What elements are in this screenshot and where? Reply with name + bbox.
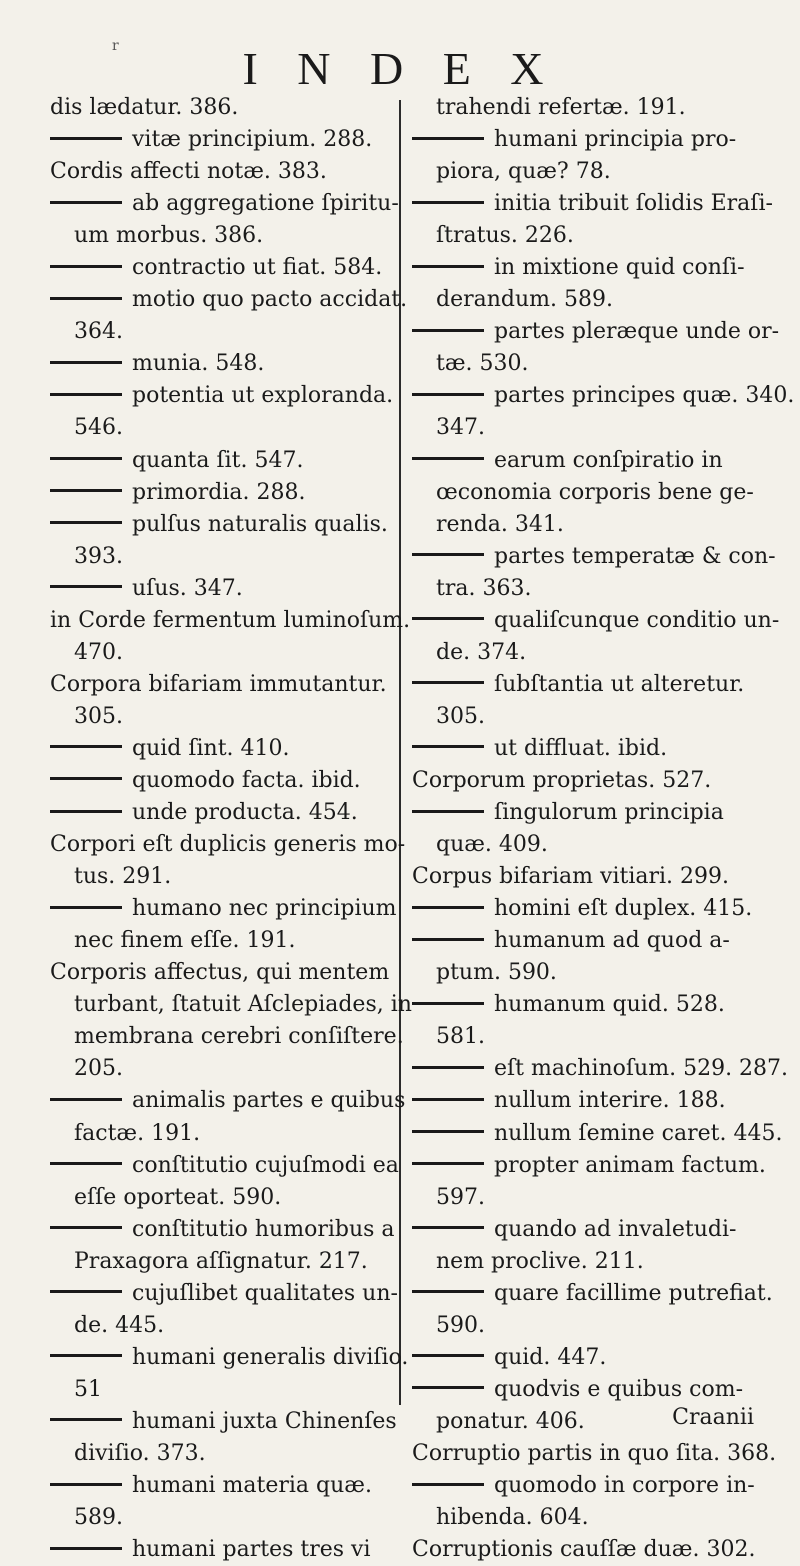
repeat-dash: [50, 137, 122, 140]
index-entry-text: humanum quid. 528.: [494, 992, 725, 1018]
index-entry-text: earum conſpiratio in: [494, 447, 723, 473]
repeat-dash: [50, 1098, 122, 1101]
index-entry: [50, 1246, 396, 1278]
index-entry: [50, 701, 396, 733]
index-entry: [412, 765, 758, 797]
index-entry: [412, 380, 795, 412]
repeat-dash: [50, 1162, 122, 1165]
index-entry: [50, 1342, 409, 1374]
index-entry: [50, 1470, 396, 1502]
corner-mark: r: [112, 38, 119, 54]
index-entry-text: humano nec principium: [132, 896, 397, 922]
repeat-dash: [50, 1226, 122, 1229]
index-entry-text: œconomia corporis bene ge-: [436, 479, 754, 505]
index-entry-text: Corpus bifariam vitiari. 299.: [412, 864, 730, 890]
index-entry: [412, 1470, 758, 1502]
repeat-dash: [412, 265, 484, 268]
index-entry-text: Corruptio partis in quo ſita. 368.: [412, 1440, 777, 1466]
index-entry: [50, 1182, 396, 1214]
index-entry-text: munia. 548.: [132, 351, 265, 377]
index-entry: [50, 1118, 396, 1150]
index-entry-text: conſtitutio cujuſmodi ea: [132, 1152, 399, 1178]
index-entry-text: Corpora bifariam immutantur.: [50, 671, 387, 697]
repeat-dash: [50, 777, 122, 780]
index-entry: [50, 1278, 396, 1310]
index-entry: [412, 861, 758, 893]
index-entry-text: Corporum proprietas. 527.: [412, 767, 712, 793]
index-entry-text: humani juxta Chinenſes: [132, 1408, 397, 1434]
index-entry-text: propter animam factum.: [494, 1152, 766, 1178]
index-entry-text: 51: [74, 1376, 102, 1402]
repeat-dash: [412, 1098, 484, 1101]
repeat-dash: [412, 1386, 484, 1389]
index-entry-text: conſtitutio humoribus a: [132, 1216, 395, 1242]
index-entry-text: humani generalis diviſio.: [132, 1344, 409, 1370]
repeat-dash: [412, 137, 484, 140]
index-entry: [50, 669, 396, 701]
index-entry: [50, 1150, 399, 1182]
index-entry-text: uſus. 347.: [132, 575, 243, 601]
repeat-dash: [50, 1290, 122, 1293]
index-entry: [50, 220, 396, 252]
index-entry-text: primordia. 288.: [132, 479, 306, 505]
index-entry-text: in Corde fermentum luminoſum.: [50, 607, 411, 633]
index-entry: [412, 252, 758, 284]
index-entry: [412, 1021, 758, 1053]
index-entry-text: 393.: [74, 543, 123, 569]
repeat-dash: [50, 1547, 122, 1550]
repeat-dash: [412, 1226, 484, 1229]
right-column: [412, 92, 795, 1566]
index-entry-text: Corruptionis cauſſæ duæ. 302.: [412, 1537, 756, 1563]
repeat-dash: [412, 1483, 484, 1486]
index-entry: [50, 188, 399, 220]
index-entry: [50, 252, 396, 284]
index-entry-text: quæ. 409.: [436, 832, 548, 858]
index-entry-text: 589.: [74, 1505, 123, 1531]
index-entry-text: 546.: [74, 415, 123, 441]
index-entry-text: Cordis affecti notæ. 383.: [50, 159, 327, 185]
index-entry: [50, 92, 396, 124]
repeat-dash: [50, 201, 122, 204]
index-entry: [50, 605, 411, 637]
repeat-dash: [412, 1002, 484, 1005]
index-entry-text: partes pleræque unde or-: [494, 319, 780, 345]
repeat-dash: [412, 1290, 484, 1293]
repeat-dash: [412, 393, 484, 396]
index-entry: [412, 1534, 758, 1566]
index-entry: [412, 1310, 758, 1342]
repeat-dash: [412, 1130, 484, 1133]
index-entry: [412, 1278, 773, 1310]
index-entry-text: quanta ſit. 547.: [132, 447, 304, 473]
repeat-dash: [50, 1418, 122, 1421]
index-entry: [412, 925, 758, 957]
index-entry: [412, 284, 758, 316]
index-entry: [50, 380, 396, 412]
index-entry-text: derandum. 589.: [436, 287, 613, 313]
index-entry-text: nullum interire. 188.: [494, 1088, 726, 1114]
index-entry-text: tæ. 530.: [436, 351, 529, 377]
index-entry-text: eſſe oporteat. 590.: [74, 1184, 282, 1210]
index-entry: [412, 829, 758, 861]
repeat-dash: [412, 1354, 484, 1357]
index-entry-text: contractio ut fiat. 584.: [132, 255, 383, 281]
index-entry-text: vitæ principium. 288.: [132, 127, 373, 153]
index-entry: [412, 156, 758, 188]
index-entry: [50, 1374, 396, 1406]
repeat-dash: [412, 1066, 484, 1069]
repeat-dash: [412, 553, 484, 556]
index-entry-text: motio quo pacto accidat.: [132, 287, 408, 313]
index-entry-text: humani principia pro-: [494, 127, 737, 153]
index-entry: [50, 124, 396, 156]
repeat-dash: [50, 265, 122, 268]
index-entry-text: hibenda. 604.: [436, 1505, 589, 1531]
index-entry-text: eſt machinoſum. 529. 287.: [494, 1056, 789, 1082]
repeat-dash: [412, 681, 484, 684]
index-entry: [50, 284, 408, 316]
index-entry: [50, 893, 396, 925]
index-entry: [50, 1310, 396, 1342]
repeat-dash: [50, 489, 122, 492]
index-entry: [412, 316, 780, 348]
index-entry-text: qualiſcunque conditio un-: [494, 607, 780, 633]
index-entry: [50, 509, 396, 541]
index-entry: [50, 957, 396, 989]
repeat-dash: [50, 361, 122, 364]
index-entry: [412, 893, 758, 925]
index-entry-text: quodvis e quibus com-: [494, 1376, 744, 1402]
index-entry-text: quomodo in corpore in-: [494, 1473, 755, 1499]
index-entry: [412, 701, 758, 733]
index-entry: [50, 541, 396, 573]
index-entry-text: de. 445.: [74, 1312, 165, 1338]
repeat-dash: [412, 457, 484, 460]
index-entry-text: factæ. 191.: [74, 1120, 201, 1146]
index-entry-text: 364.: [74, 319, 123, 345]
index-entry: [412, 220, 758, 252]
index-entry-text: renda. 341.: [436, 511, 564, 537]
index-entry-text: ab aggregatione ſpiritu-: [132, 191, 399, 217]
index-entry-text: tra. 363.: [436, 575, 532, 601]
index-entry: [412, 637, 758, 669]
index-entry: [412, 1053, 789, 1085]
index-entry: [412, 541, 776, 573]
index-entry: [412, 1182, 758, 1214]
index-entry: [50, 925, 396, 957]
index-entry-text: Praxagora aſſignatur. 217.: [74, 1248, 368, 1274]
index-entry: [412, 1150, 766, 1182]
index-entry: [50, 765, 396, 797]
index-entry-text: animalis partes e quibus: [132, 1088, 406, 1114]
index-entry: [50, 989, 412, 1021]
index-entry-text: Corporis affectus, qui mentem: [50, 960, 390, 986]
index-entry: [412, 733, 758, 765]
left-column: [50, 92, 412, 1566]
index-entry-text: 470.: [74, 639, 123, 665]
index-entry-text: potentia ut exploranda.: [132, 383, 394, 409]
index-entry: [412, 669, 758, 701]
index-entry: [50, 573, 396, 605]
index-entry: [412, 348, 758, 380]
index-entry: [412, 797, 758, 829]
repeat-dash: [50, 457, 122, 460]
index-entry: [50, 797, 396, 829]
page-title: I N D E X: [242, 43, 558, 94]
index-entry-text: ptum. 590.: [436, 960, 557, 986]
index-entry: [412, 957, 758, 989]
index-entry: [50, 1085, 406, 1117]
index-entry-text: quid ſint. 410.: [132, 735, 290, 761]
index-entry-text: 597.: [436, 1184, 485, 1210]
index-entry: [412, 1374, 758, 1406]
index-entry: [50, 316, 396, 348]
index-entry-text: homini eſt duplex. 415.: [494, 896, 753, 922]
index-entry: [412, 445, 758, 477]
repeat-dash: [412, 938, 484, 941]
index-entry-text: quomodo facta. ibid.: [132, 767, 361, 793]
index-entry: [412, 1214, 758, 1246]
repeat-dash: [50, 906, 122, 909]
index-entry: [412, 1246, 758, 1278]
repeat-dash: [50, 393, 122, 396]
index-entry-text: turbant, ſtatuit Aſclepiades, in: [74, 992, 412, 1018]
index-entry-text: humani materia quæ.: [132, 1473, 372, 1499]
index-entry: [50, 1406, 396, 1438]
index-entry-text: ſtratus. 226.: [436, 223, 574, 249]
index-entry-text: nec finem eſſe. 191.: [74, 928, 296, 954]
index-entry: [412, 412, 758, 444]
index-entry-text: 581.: [436, 1024, 485, 1050]
index-entry-text: ſubſtantia ut alteretur.: [494, 671, 745, 697]
index-entry-text: diviſio. 373.: [74, 1440, 206, 1466]
repeat-dash: [412, 745, 484, 748]
index-entry: [50, 1438, 396, 1470]
index-entry-text: membrana cerebri conſiſtere.: [74, 1024, 404, 1050]
index-entry: [412, 605, 780, 637]
index-entry: [50, 1214, 396, 1246]
repeat-dash: [50, 585, 122, 588]
catchword: Craanii: [672, 1405, 754, 1430]
index-entry: [412, 1342, 758, 1374]
index-entry: [412, 1438, 777, 1470]
index-entry-text: cujuſlibet qualitates un-: [132, 1280, 398, 1306]
index-entry-text: dis lædatur. 386.: [50, 95, 239, 120]
repeat-dash: [412, 906, 484, 909]
index-entry: [412, 573, 758, 605]
index-entry-text: partes temperatæ & con-: [494, 543, 776, 569]
index-entry-text: humanum ad quod a-: [494, 928, 730, 954]
index-entry: [412, 188, 773, 220]
index-entry: [412, 989, 758, 1021]
index-entry-text: 205.: [74, 1056, 123, 1082]
index-entry-text: pulſus naturalis qualis.: [132, 511, 388, 537]
repeat-dash: [50, 1483, 122, 1486]
index-entry-text: de. 374.: [436, 639, 527, 665]
index-entry: [50, 829, 406, 861]
index-entry: [50, 1534, 396, 1566]
index-entry-text: quid. 447.: [494, 1344, 607, 1370]
index-entry: [412, 1118, 783, 1150]
index-entry: [50, 412, 396, 444]
index-entry: [412, 477, 758, 509]
index-entry: [412, 92, 758, 124]
index-entry-text: quare facillime putrefiat.: [494, 1280, 773, 1306]
index-entry-text: tus. 291.: [74, 864, 172, 890]
index-entry: [50, 733, 396, 765]
index-entry: [50, 156, 396, 188]
index-entry-text: um morbus. 386.: [74, 223, 264, 249]
repeat-dash: [412, 329, 484, 332]
index-entry-text: Corpori eſt duplicis generis mo-: [50, 832, 406, 858]
index-entry-text: initia tribuit ſolidis Eraſi-: [494, 191, 773, 217]
index-entry-text: quando ad invaletudi-: [494, 1216, 737, 1242]
index-entry-text: humani partes tres vi: [132, 1537, 371, 1563]
index-entry: [412, 509, 758, 541]
index-entry: [412, 124, 758, 156]
index-entry: [412, 1085, 758, 1117]
repeat-dash: [50, 297, 122, 300]
repeat-dash: [412, 1162, 484, 1165]
index-entry-text: 347.: [436, 415, 485, 441]
repeat-dash: [50, 810, 122, 813]
index-entry-text: 305.: [74, 703, 123, 729]
index-entry: [50, 1502, 396, 1534]
index-entry-text: trahendi refertæ. 191.: [436, 95, 686, 120]
repeat-dash: [50, 745, 122, 748]
index-entry: [50, 477, 396, 509]
index-entry: [50, 1053, 396, 1085]
index-entry-text: nem proclive. 211.: [436, 1248, 644, 1274]
index-entry: [50, 861, 396, 893]
repeat-dash: [412, 617, 484, 620]
repeat-dash: [50, 521, 122, 524]
repeat-dash: [412, 810, 484, 813]
repeat-dash: [50, 1354, 122, 1357]
index-entry-text: 305.: [436, 703, 485, 729]
index-entry-text: piora, quæ? 78.: [436, 159, 611, 185]
index-entry: [412, 1502, 758, 1534]
index-entry-text: partes principes quæ. 340.: [494, 383, 795, 409]
index-entry: [50, 348, 396, 380]
repeat-dash: [412, 201, 484, 204]
index-entry-text: 590.: [436, 1312, 485, 1338]
index-entry: [50, 445, 396, 477]
index-entry-text: unde producta. 454.: [132, 800, 358, 826]
index-entry-text: in mixtione quid conſi-: [494, 255, 745, 281]
index-entry: [50, 1021, 404, 1053]
index-entry-text: ſingulorum principia: [494, 800, 724, 826]
index-entry-text: ponatur. 406.: [436, 1408, 585, 1434]
index-entry-text: nullum ſemine caret. 445.: [494, 1120, 783, 1146]
index-entry: [50, 637, 396, 669]
index-entry-text: ut diffluat. ibid.: [494, 735, 668, 761]
